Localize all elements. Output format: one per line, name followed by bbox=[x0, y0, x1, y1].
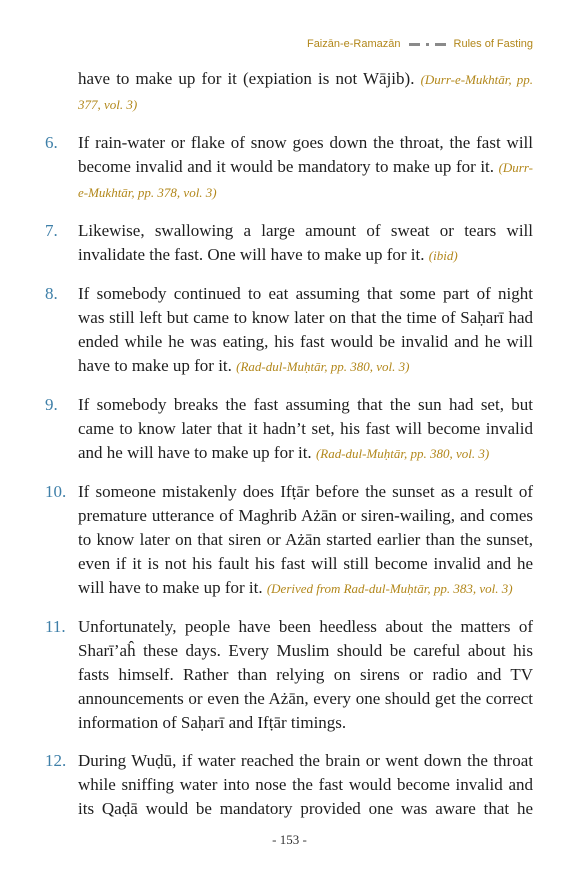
list-item-7 bbox=[45, 219, 533, 268]
list-item-10 bbox=[45, 480, 533, 601]
page-number: - 153 - bbox=[272, 832, 307, 847]
continuation-paragraph bbox=[45, 67, 533, 117]
item-number: 9. bbox=[45, 395, 58, 414]
item-number: 6. bbox=[45, 133, 58, 152]
item-text: If somebody breaks the fast assuming that the sun had set, but came to know later that it hadn’t set, his fast will become invalid and he will have to make up for it. bbox=[78, 395, 533, 462]
reference-citation: (Rad-dul-Muḥtār, pp. 380, vol. 3) bbox=[315, 446, 490, 461]
page-content bbox=[45, 67, 533, 835]
reference-citation: (Rad-dul-Muḥtār, pp. 380, vol. 3) bbox=[236, 359, 410, 374]
running-header bbox=[307, 38, 533, 50]
item-number: 12. bbox=[45, 751, 67, 770]
reference-citation: (ibid) bbox=[428, 248, 458, 263]
item-text: Likewise, swallowing a large amount of sweat or tears will invalidate the fast. One will have to make up for it. bbox=[78, 221, 533, 264]
item-text: Unfortunately, people have been heedless about the matters of Sharī’aĥ these days. Every Muslim should be careful about his fasts himself. Rather than relying on sirens or radio and TV announcements or even the Ażān, every one should get the correct information of Saḥarī and Ifṭār timings. bbox=[78, 617, 533, 732]
header-separator bbox=[409, 43, 446, 46]
item-text: If someone mistakenly does Ifṭār before the sunset as a result of premature utterance of Maghrib Ażān or siren-wailing, and comes to know later on that siren or Ażān started earlier than the sunset, even if it is not his fault his fast will still become invalid and he will have to make up for it. bbox=[78, 482, 533, 597]
reference-citation: (Derived from Rad-dul-Muḥtār, pp. 383, vol. 3) bbox=[266, 581, 513, 596]
list-item-12 bbox=[45, 749, 533, 821]
paragraph-text: have to make up for it (expiation is not Wājib). bbox=[78, 69, 415, 88]
list-item-9 bbox=[45, 393, 533, 466]
item-number: 11. bbox=[45, 617, 66, 636]
item-text: If rain-water or flake of snow goes down the throat, the fast will become invalid and it would be mandatory to make up for it. bbox=[78, 133, 533, 176]
chapter-title: Rules of Fasting bbox=[453, 38, 533, 50]
list-item-6 bbox=[45, 131, 533, 205]
item-number: 7. bbox=[45, 221, 58, 240]
reference-citation: (Durr-e-Mukhtār, pp. 378, vol. 3) bbox=[78, 160, 533, 200]
list-item-11 bbox=[45, 615, 533, 735]
list-item-8 bbox=[45, 282, 533, 379]
reference-citation: (Durr-e-Mukhtār, pp. 377, vol. 3) bbox=[78, 72, 533, 112]
book-title: Faizān-e-Ramazān bbox=[306, 38, 401, 50]
item-number: 8. bbox=[45, 284, 58, 303]
item-text: If somebody continued to eat assuming that some part of night was still left but came to know later on that the time of Saḥarī had ended while he was eating, his fast would be invalid and he will have to make up for it. bbox=[78, 284, 533, 375]
item-text: During Wuḍū, if water reached the brain or went down the throat while sniffing water into nose the fast would become invalid and its Qaḍā would be mandatory provided one was aware that he bbox=[78, 751, 533, 818]
item-number: 10. bbox=[45, 482, 67, 501]
